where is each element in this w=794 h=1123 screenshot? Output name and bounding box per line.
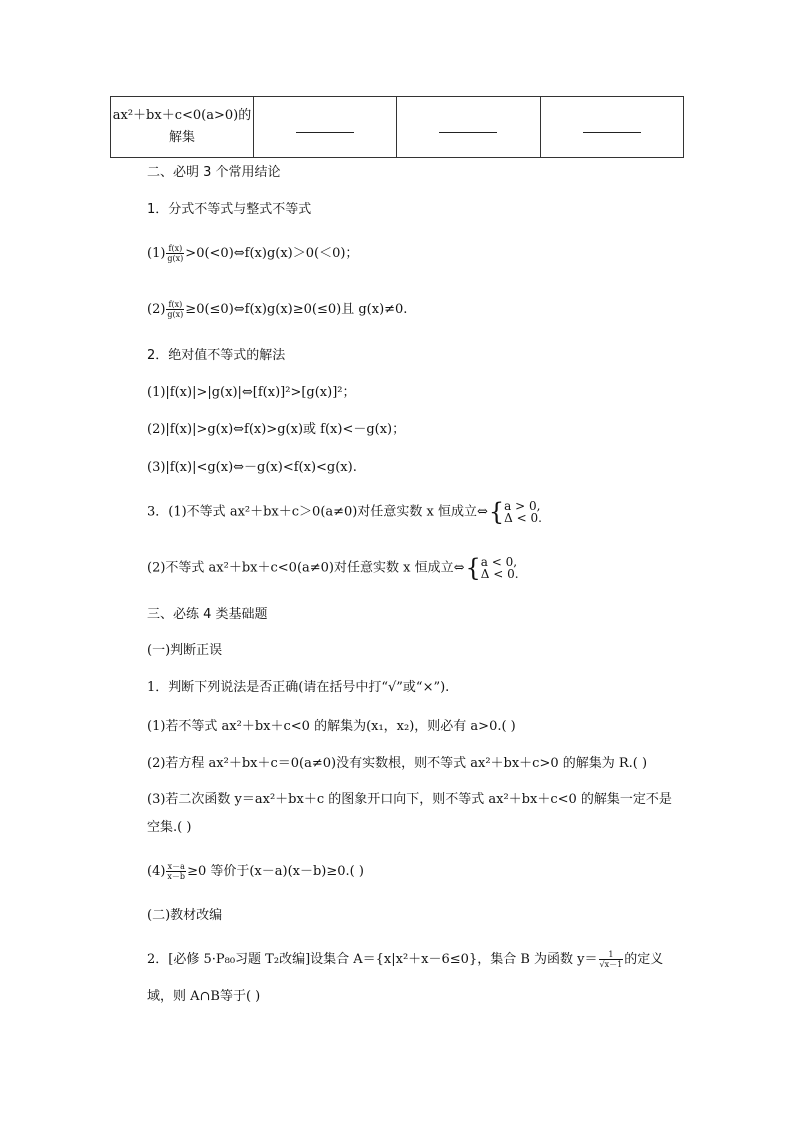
item1-2 xyxy=(147,300,407,320)
row-header-cell xyxy=(111,97,254,158)
item2-1: (1)|f(x)|>|g(x)|⇔[f(x)]²>[g(x)]²； xyxy=(147,385,356,400)
item1-1-prefix: (1) xyxy=(147,246,166,261)
question1-3: (3)若二次函数 y＝ax²＋bx＋c 的图象开口向下，则不等式 ax²＋bx＋c<0 的解集一定不是空集.( ) xyxy=(147,792,672,835)
item3-2-text: (2)不等式 ax²＋bx＋c<0(a≠0)对任意实数 x 恒成立⇔ xyxy=(147,560,465,576)
section3-heading: 三、必练 4 类基础题 xyxy=(147,607,268,622)
condition-bottom: Δ < 0. xyxy=(504,511,542,525)
part2-heading: (二)教材改编 xyxy=(147,908,223,923)
condition-system xyxy=(504,500,542,524)
condition-top: a < 0, xyxy=(480,555,518,569)
section2-heading: 二、必明 3 个常用结论 xyxy=(147,165,281,180)
item1-1 xyxy=(147,244,358,264)
fraction-denominator: g(x) xyxy=(167,254,184,263)
fraction-numerator: x－a xyxy=(167,862,185,871)
condition-top: a > 0, xyxy=(504,499,541,513)
fraction-f-over-g xyxy=(166,300,184,319)
item1-1-rest: >0(<0)⇔f(x)g(x)＞0(＜0)； xyxy=(185,246,359,261)
question1-4-rest: ≥0 等价于(x－a)(x－b)≥0.( ) xyxy=(187,864,364,879)
condition-system xyxy=(481,556,519,580)
fraction-one-over-sqrt xyxy=(599,950,624,969)
question2-line1 xyxy=(147,950,663,970)
question1-4 xyxy=(147,862,364,882)
fraction-numerator: f(x) xyxy=(166,300,184,310)
question2-line2: 域，则 A∩B等于( ) xyxy=(147,989,261,1004)
item2-3: (3)|f(x)|<g(x)⇔－g(x)<f(x)<g(x). xyxy=(147,460,357,475)
question1-1: (1)若不等式 ax²＋bx＋c<0 的解集为(x₁，x₂)，则必有 a>0.( ) xyxy=(147,719,516,734)
row-header-line2: 解集 xyxy=(168,130,195,145)
question1-4-prefix: (4) xyxy=(147,864,166,879)
fraction-numerator: 1 xyxy=(599,950,624,960)
item2-2: (2)|f(x)|>g(x)⇔f(x)>g(x)或 f(x)<－g(x)； xyxy=(147,422,406,437)
left-brace: { xyxy=(465,554,481,582)
answer-blank-line xyxy=(296,132,354,133)
fraction-denominator: √x－1 xyxy=(599,960,623,969)
fraction-denominator: x－b xyxy=(167,872,186,881)
fraction-x-a-over-x-b xyxy=(166,862,186,881)
answer-blank-cell-1 xyxy=(254,97,397,158)
condition-bottom: Δ < 0. xyxy=(480,567,519,581)
answer-blank-cell-3 xyxy=(540,97,683,158)
item3-2 xyxy=(147,556,519,580)
item3-1-text: 3．(1)不等式 ax²＋bx＋c＞0(a≠0)对任意实数 x 恒成立⇔ xyxy=(147,504,488,520)
solution-set-table-row xyxy=(110,96,684,158)
fraction-numerator: f(x) xyxy=(166,244,184,254)
part1-heading: (一)判断正误 xyxy=(147,643,223,658)
answer-blank-cell-2 xyxy=(397,97,540,158)
question2-text-b: 的定义 xyxy=(624,952,664,967)
fraction-denominator: g(x) xyxy=(167,310,184,319)
item1-2-rest: ≥0(≤0)⇔f(x)g(x)≥0(≤0)且 g(x)≠0. xyxy=(185,302,408,317)
question1-title: 1．判断下列说法是否正确(请在括号中打“√”或“×”). xyxy=(147,680,450,695)
row-header-line1: ax²＋bx＋c<0(a>0)的 xyxy=(112,108,252,123)
question1-2: (2)若方程 ax²＋bx＋c＝0(a≠0)没有实数根，则不等式 ax²＋bx＋c>0 的解集为 R.( ) xyxy=(147,756,648,771)
item3-1 xyxy=(147,500,542,524)
answer-blank-line xyxy=(583,132,641,133)
item2-title: 2．绝对值不等式的解法 xyxy=(147,348,286,363)
question2-text-a: 2．[必修 5·P₈₀习题 T₂改编]设集合 A＝{x|x²＋x－6≤0}，集合 B 为函数 y＝ xyxy=(147,952,598,967)
fraction-f-over-g xyxy=(166,244,184,263)
answer-blank-line xyxy=(439,132,497,133)
item1-2-prefix: (2) xyxy=(147,302,166,317)
left-brace: { xyxy=(488,498,505,526)
item1-title: 1．分式不等式与整式不等式 xyxy=(147,202,312,217)
